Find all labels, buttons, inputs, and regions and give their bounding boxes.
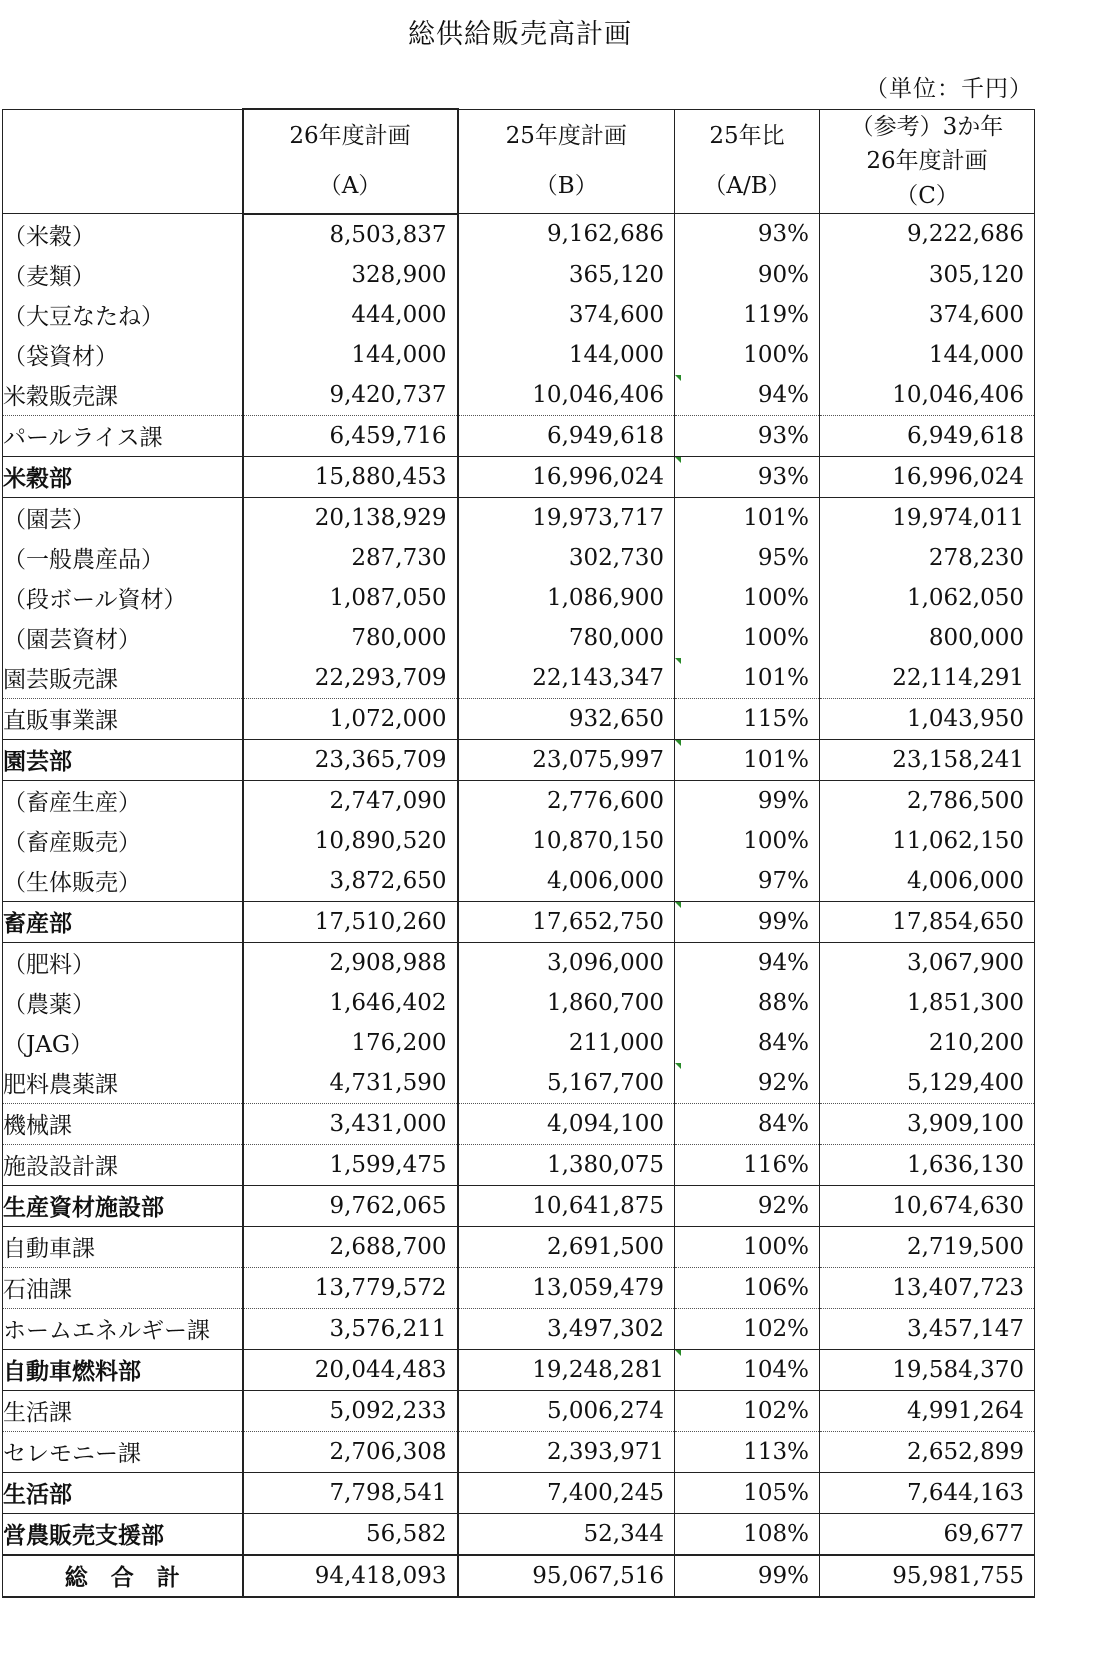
ratio-value: 102% <box>675 1390 820 1431</box>
row-label: 直販事業課 <box>3 698 243 739</box>
reference-value: 16,996,024 <box>820 456 1035 497</box>
table-row <box>3 1390 1035 1431</box>
reference-value: 2,719,500 <box>820 1226 1035 1267</box>
cell-indicator-icon <box>675 902 681 908</box>
plan-25-value: 23,075,997 <box>458 739 675 780</box>
row-label: （肥料） <box>3 942 243 983</box>
reference-value: 1,043,950 <box>820 698 1035 739</box>
table-row <box>3 375 1035 416</box>
row-label: （大豆なたね） <box>3 295 243 335</box>
reference-value: 278,230 <box>820 538 1035 578</box>
header-plan-26 <box>243 109 458 214</box>
plan-25-value: 1,380,075 <box>458 1144 675 1185</box>
plan-26-value: 7,798,541 <box>243 1472 458 1513</box>
table-row <box>3 1063 1035 1104</box>
reference-value: 374,600 <box>820 295 1035 335</box>
table-row <box>3 335 1035 375</box>
plan-26-value: 9,420,737 <box>243 375 458 416</box>
header-ratio-code: （A/B） <box>703 173 791 200</box>
table-row <box>3 214 1035 255</box>
ratio-value: 88% <box>675 983 820 1023</box>
row-label: 肥料農薬課 <box>3 1063 243 1104</box>
reference-value: 11,062,150 <box>820 821 1035 861</box>
table-row <box>3 901 1035 942</box>
unit-note: （単位：千円） <box>865 76 1033 102</box>
plan-25-value: 211,000 <box>458 1023 675 1063</box>
table-row <box>3 1103 1035 1144</box>
plan-26-value: 15,880,453 <box>243 456 458 497</box>
plan-25-value: 17,652,750 <box>458 901 675 942</box>
reference-value: 800,000 <box>820 618 1035 658</box>
plan-26-value: 17,510,260 <box>243 901 458 942</box>
plan-25-value: 19,973,717 <box>458 497 675 538</box>
ratio-value: 100% <box>675 1226 820 1267</box>
row-label: （袋資材） <box>3 335 243 375</box>
table-row <box>3 1226 1035 1267</box>
plan-26-value: 10,890,520 <box>243 821 458 861</box>
table-row <box>3 456 1035 497</box>
reference-value: 6,949,618 <box>820 415 1035 456</box>
reference-value: 1,062,050 <box>820 578 1035 618</box>
cell-indicator-icon <box>675 457 681 463</box>
plan-26-value: 20,044,483 <box>243 1349 458 1390</box>
plan-25-value: 22,143,347 <box>458 658 675 699</box>
reference-value: 19,974,011 <box>820 497 1035 538</box>
reference-value: 5,129,400 <box>820 1063 1035 1104</box>
row-label: 機械課 <box>3 1103 243 1144</box>
plan-25-value: 6,949,618 <box>458 415 675 456</box>
table-row <box>3 578 1035 618</box>
table-row <box>3 295 1035 335</box>
plan-25-value: 13,059,479 <box>458 1267 675 1308</box>
total-ratio: 99% <box>675 1555 820 1597</box>
reference-value: 4,006,000 <box>820 861 1035 902</box>
reference-value: 9,222,686 <box>820 214 1035 255</box>
plan-26-value: 1,646,402 <box>243 983 458 1023</box>
cell-indicator-icon <box>675 1063 681 1069</box>
plan-25-value: 16,996,024 <box>458 456 675 497</box>
ratio-value: 94% <box>675 375 820 416</box>
table-row <box>3 861 1035 902</box>
header-ratio-title: 25年比 <box>709 122 785 149</box>
cell-indicator-icon <box>675 658 681 664</box>
plan-26-value: 2,688,700 <box>243 1226 458 1267</box>
total-reference: 95,981,755 <box>820 1555 1035 1597</box>
reference-value: 1,636,130 <box>820 1144 1035 1185</box>
table-row <box>3 538 1035 578</box>
header-reference-subtitle: 26年度計画 <box>866 148 988 174</box>
plan-25-value: 932,650 <box>458 698 675 739</box>
ratio-value: 106% <box>675 1267 820 1308</box>
ratio-value: 113% <box>675 1431 820 1472</box>
page-title: 総供給販売高計画 <box>408 19 632 50</box>
ratio-value: 116% <box>675 1144 820 1185</box>
row-label: 施設設計課 <box>3 1144 243 1185</box>
table-row <box>3 415 1035 456</box>
reference-value: 17,854,650 <box>820 901 1035 942</box>
row-label: （農薬） <box>3 983 243 1023</box>
reference-value: 305,120 <box>820 255 1035 295</box>
plan-25-value: 10,641,875 <box>458 1185 675 1226</box>
ratio-value: 84% <box>675 1023 820 1063</box>
row-label: セレモニー課 <box>3 1431 243 1472</box>
row-label: 生活部 <box>3 1472 243 1513</box>
plan-25-value: 374,600 <box>458 295 675 335</box>
plan-26-value: 1,599,475 <box>243 1144 458 1185</box>
row-label: 生活課 <box>3 1390 243 1431</box>
header-plan-25-title: 25年度計画 <box>505 122 627 149</box>
reference-value: 2,652,899 <box>820 1431 1035 1472</box>
reference-value: 19,584,370 <box>820 1349 1035 1390</box>
plan-26-value: 9,762,065 <box>243 1185 458 1226</box>
plan-26-value: 144,000 <box>243 335 458 375</box>
reference-value: 3,067,900 <box>820 942 1035 983</box>
ratio-value: 101% <box>675 739 820 780</box>
table-row <box>3 1513 1035 1555</box>
plan-25-value: 9,162,686 <box>458 214 675 255</box>
plan-25-value: 3,497,302 <box>458 1308 675 1349</box>
header-plan-26-title: 26年度計画 <box>289 122 411 149</box>
plan-25-value: 4,094,100 <box>458 1103 675 1144</box>
row-label: （段ボール資材） <box>3 578 243 618</box>
row-label: （米穀） <box>3 214 243 255</box>
ratio-value: 93% <box>675 214 820 255</box>
plan-26-value: 2,706,308 <box>243 1431 458 1472</box>
plan-25-value: 144,000 <box>458 335 675 375</box>
ratio-value: 92% <box>675 1185 820 1226</box>
plan-26-value: 2,747,090 <box>243 780 458 821</box>
table-body <box>3 214 1035 1597</box>
row-label: （畜産生産） <box>3 780 243 821</box>
table-row <box>3 255 1035 295</box>
row-label: 石油課 <box>3 1267 243 1308</box>
reference-value: 69,677 <box>820 1513 1035 1555</box>
row-label: 米穀販売課 <box>3 375 243 416</box>
ratio-value: 115% <box>675 698 820 739</box>
plan-25-value: 2,691,500 <box>458 1226 675 1267</box>
table-row <box>3 983 1035 1023</box>
row-label: 自動車燃料部 <box>3 1349 243 1390</box>
plan-26-value: 22,293,709 <box>243 658 458 699</box>
ratio-value: 101% <box>675 658 820 699</box>
ratio-value: 84% <box>675 1103 820 1144</box>
plan-25-value: 365,120 <box>458 255 675 295</box>
plan-26-value: 328,900 <box>243 255 458 295</box>
total-label: 総 合 計 <box>3 1555 243 1597</box>
row-label: （園芸資材） <box>3 618 243 658</box>
plan-25-value: 5,006,274 <box>458 1390 675 1431</box>
reference-value: 10,046,406 <box>820 375 1035 416</box>
ratio-value: 102% <box>675 1308 820 1349</box>
header-label-cell <box>3 109 243 214</box>
ratio-value: 95% <box>675 538 820 578</box>
plan-25-value: 780,000 <box>458 618 675 658</box>
plan-25-value: 2,776,600 <box>458 780 675 821</box>
plan-25-value: 52,344 <box>458 1513 675 1555</box>
header-reference <box>820 109 1035 214</box>
cell-indicator-icon <box>675 740 681 746</box>
row-label: 米穀部 <box>3 456 243 497</box>
reference-value: 1,851,300 <box>820 983 1035 1023</box>
ratio-value: 101% <box>675 497 820 538</box>
row-label: （畜産販売） <box>3 821 243 861</box>
plan-26-value: 6,459,716 <box>243 415 458 456</box>
row-label: 畜産部 <box>3 901 243 942</box>
row-label: （麦類） <box>3 255 243 295</box>
row-label: （JAG） <box>3 1023 243 1063</box>
plan-25-value: 2,393,971 <box>458 1431 675 1472</box>
table-row <box>3 1185 1035 1226</box>
row-label: 営農販売支援部 <box>3 1513 243 1555</box>
plan-26-value: 444,000 <box>243 295 458 335</box>
table-row <box>3 1472 1035 1513</box>
header-reference-code: （C） <box>895 182 959 209</box>
plan-25-value: 7,400,245 <box>458 1472 675 1513</box>
plan-26-value: 3,872,650 <box>243 861 458 902</box>
table-row <box>3 1308 1035 1349</box>
plan-25-value: 10,870,150 <box>458 821 675 861</box>
cell-indicator-icon <box>675 1350 681 1356</box>
reference-value: 4,991,264 <box>820 1390 1035 1431</box>
header-plan-25 <box>458 109 675 214</box>
table-row <box>3 1267 1035 1308</box>
row-label: パールライス課 <box>3 415 243 456</box>
ratio-value: 100% <box>675 821 820 861</box>
ratio-value: 99% <box>675 780 820 821</box>
plan-25-value: 10,046,406 <box>458 375 675 416</box>
ratio-value: 94% <box>675 942 820 983</box>
reference-value: 2,786,500 <box>820 780 1035 821</box>
plan-26-value: 4,731,590 <box>243 1063 458 1104</box>
header-row <box>3 109 1035 214</box>
total-plan-25: 95,067,516 <box>458 1555 675 1597</box>
sales-plan-table <box>2 108 1035 1598</box>
row-label: （一般農産品） <box>3 538 243 578</box>
ratio-value: 108% <box>675 1513 820 1555</box>
table-row <box>3 1023 1035 1063</box>
plan-26-value: 2,908,988 <box>243 942 458 983</box>
table-row <box>3 1349 1035 1390</box>
reference-value: 22,114,291 <box>820 658 1035 699</box>
ratio-value: 119% <box>675 295 820 335</box>
table-row <box>3 739 1035 780</box>
plan-26-value: 3,431,000 <box>243 1103 458 1144</box>
row-label: 生産資材施設部 <box>3 1185 243 1226</box>
plan-25-value: 3,096,000 <box>458 942 675 983</box>
row-label: 園芸販売課 <box>3 658 243 699</box>
plan-25-value: 4,006,000 <box>458 861 675 902</box>
row-label: 自動車課 <box>3 1226 243 1267</box>
reference-value: 23,158,241 <box>820 739 1035 780</box>
table-row <box>3 618 1035 658</box>
reference-value: 7,644,163 <box>820 1472 1035 1513</box>
plan-26-value: 780,000 <box>243 618 458 658</box>
row-label: （生体販売） <box>3 861 243 902</box>
plan-26-value: 5,092,233 <box>243 1390 458 1431</box>
ratio-value: 93% <box>675 415 820 456</box>
ratio-value: 93% <box>675 456 820 497</box>
row-label: 園芸部 <box>3 739 243 780</box>
plan-25-value: 1,086,900 <box>458 578 675 618</box>
plan-26-value: 1,087,050 <box>243 578 458 618</box>
ratio-value: 99% <box>675 901 820 942</box>
ratio-value: 100% <box>675 578 820 618</box>
ratio-value: 92% <box>675 1063 820 1104</box>
reference-value: 10,674,630 <box>820 1185 1035 1226</box>
plan-26-value: 176,200 <box>243 1023 458 1063</box>
table-row <box>3 698 1035 739</box>
header-plan-25-code: （B） <box>534 173 598 200</box>
table-row <box>3 658 1035 699</box>
header-plan-26-code: （A） <box>318 173 382 200</box>
row-label: （園芸） <box>3 497 243 538</box>
ratio-value: 105% <box>675 1472 820 1513</box>
plan-26-value: 1,072,000 <box>243 698 458 739</box>
reference-value: 13,407,723 <box>820 1267 1035 1308</box>
plan-25-value: 5,167,700 <box>458 1063 675 1104</box>
plan-26-value: 287,730 <box>243 538 458 578</box>
plan-26-value: 3,576,211 <box>243 1308 458 1349</box>
reference-value: 210,200 <box>820 1023 1035 1063</box>
ratio-value: 100% <box>675 618 820 658</box>
ratio-value: 104% <box>675 1349 820 1390</box>
plan-25-value: 1,860,700 <box>458 983 675 1023</box>
ratio-value: 90% <box>675 255 820 295</box>
plan-26-value: 23,365,709 <box>243 739 458 780</box>
plan-26-value: 8,503,837 <box>243 214 458 255</box>
table-row <box>3 1431 1035 1472</box>
row-label: ホームエネルギー課 <box>3 1308 243 1349</box>
reference-value: 3,457,147 <box>820 1308 1035 1349</box>
plan-26-value: 13,779,572 <box>243 1267 458 1308</box>
total-row <box>3 1555 1035 1597</box>
plan-26-value: 56,582 <box>243 1513 458 1555</box>
table-row <box>3 497 1035 538</box>
table-row <box>3 780 1035 821</box>
ratio-value: 97% <box>675 861 820 902</box>
reference-value: 144,000 <box>820 335 1035 375</box>
ratio-value: 100% <box>675 335 820 375</box>
plan-26-value: 20,138,929 <box>243 497 458 538</box>
plan-25-value: 302,730 <box>458 538 675 578</box>
plan-25-value: 19,248,281 <box>458 1349 675 1390</box>
header-ratio <box>675 109 820 214</box>
header-reference-title: （参考）3か年 <box>850 113 1004 140</box>
table-row <box>3 1144 1035 1185</box>
cell-indicator-icon <box>675 375 681 381</box>
total-plan-26: 94,418,093 <box>243 1555 458 1597</box>
reference-value: 3,909,100 <box>820 1103 1035 1144</box>
table-row <box>3 942 1035 983</box>
table-row <box>3 821 1035 861</box>
